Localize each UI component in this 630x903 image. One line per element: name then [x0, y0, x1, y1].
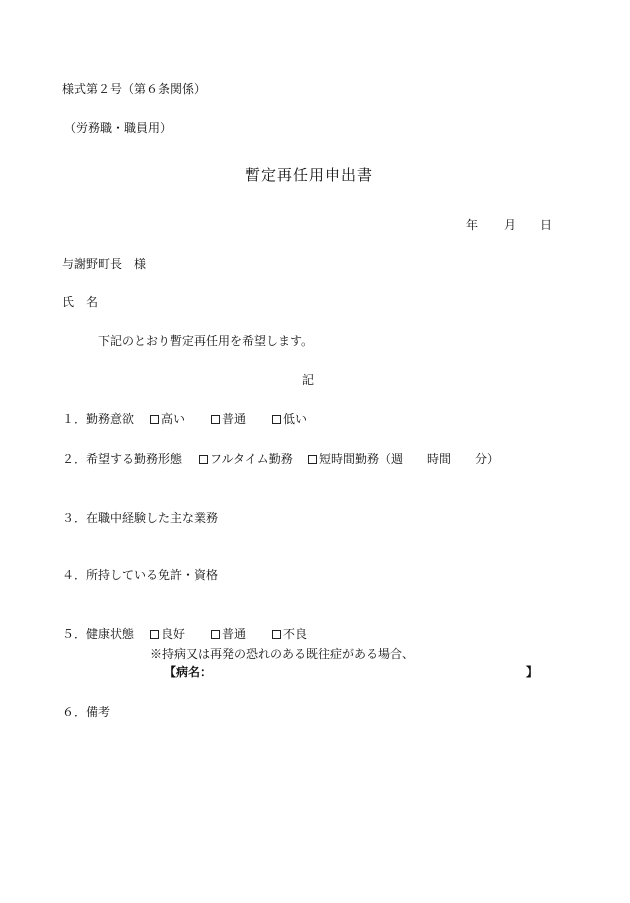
- option-normal[interactable]: 普通: [211, 412, 246, 426]
- date-day: 日: [540, 218, 553, 232]
- disease-name-label: 【病名：: [164, 665, 213, 679]
- option-health-normal[interactable]: 普通: [211, 627, 246, 641]
- checkbox[interactable]: [150, 630, 159, 639]
- option-shorttime[interactable]: 短時間勤務（週 時間 分）: [308, 452, 499, 466]
- checkbox[interactable]: [308, 455, 317, 464]
- option-high[interactable]: 高い: [150, 412, 185, 426]
- checkbox[interactable]: [199, 455, 208, 464]
- checkbox[interactable]: [272, 415, 281, 424]
- option-poor[interactable]: 不良: [272, 627, 307, 641]
- item-6-label: ６．備考: [62, 705, 111, 719]
- page-title: 暫定再任用申出書: [245, 166, 374, 184]
- item-2-label: ２．希望する勤務形態: [62, 452, 183, 466]
- addressee: 与謝野町長 様: [62, 257, 147, 271]
- form-for: （労務職・職員用）: [64, 121, 173, 135]
- option-fulltime[interactable]: フルタイム勤務: [199, 452, 293, 466]
- bracket-close: 】: [526, 665, 539, 679]
- intro-text: 下記のとおり暫定再任用を希望します。: [98, 334, 314, 348]
- item-3-label: ３．在職中経験した主な業務: [62, 511, 219, 525]
- item-5-label: ５．健康状態: [62, 627, 135, 641]
- ki-label: 記: [302, 373, 315, 387]
- date-month: 月: [504, 218, 517, 232]
- checkbox[interactable]: [211, 630, 220, 639]
- form-number: 様式第２号（第６条関係）: [62, 82, 207, 96]
- name-label: 氏 名: [62, 295, 99, 309]
- health-note: ※持病又は再発の恐れのある既往症がある場合、: [150, 647, 415, 661]
- option-low[interactable]: 低い: [272, 412, 307, 426]
- date-year: 年: [466, 218, 479, 232]
- option-good[interactable]: 良好: [150, 627, 185, 641]
- item-1-label: １．勤務意欲: [62, 412, 135, 426]
- checkbox[interactable]: [211, 415, 220, 424]
- checkbox[interactable]: [272, 630, 281, 639]
- checkbox[interactable]: [150, 415, 159, 424]
- item-4-label: ４．所持している免許・資格: [62, 568, 219, 582]
